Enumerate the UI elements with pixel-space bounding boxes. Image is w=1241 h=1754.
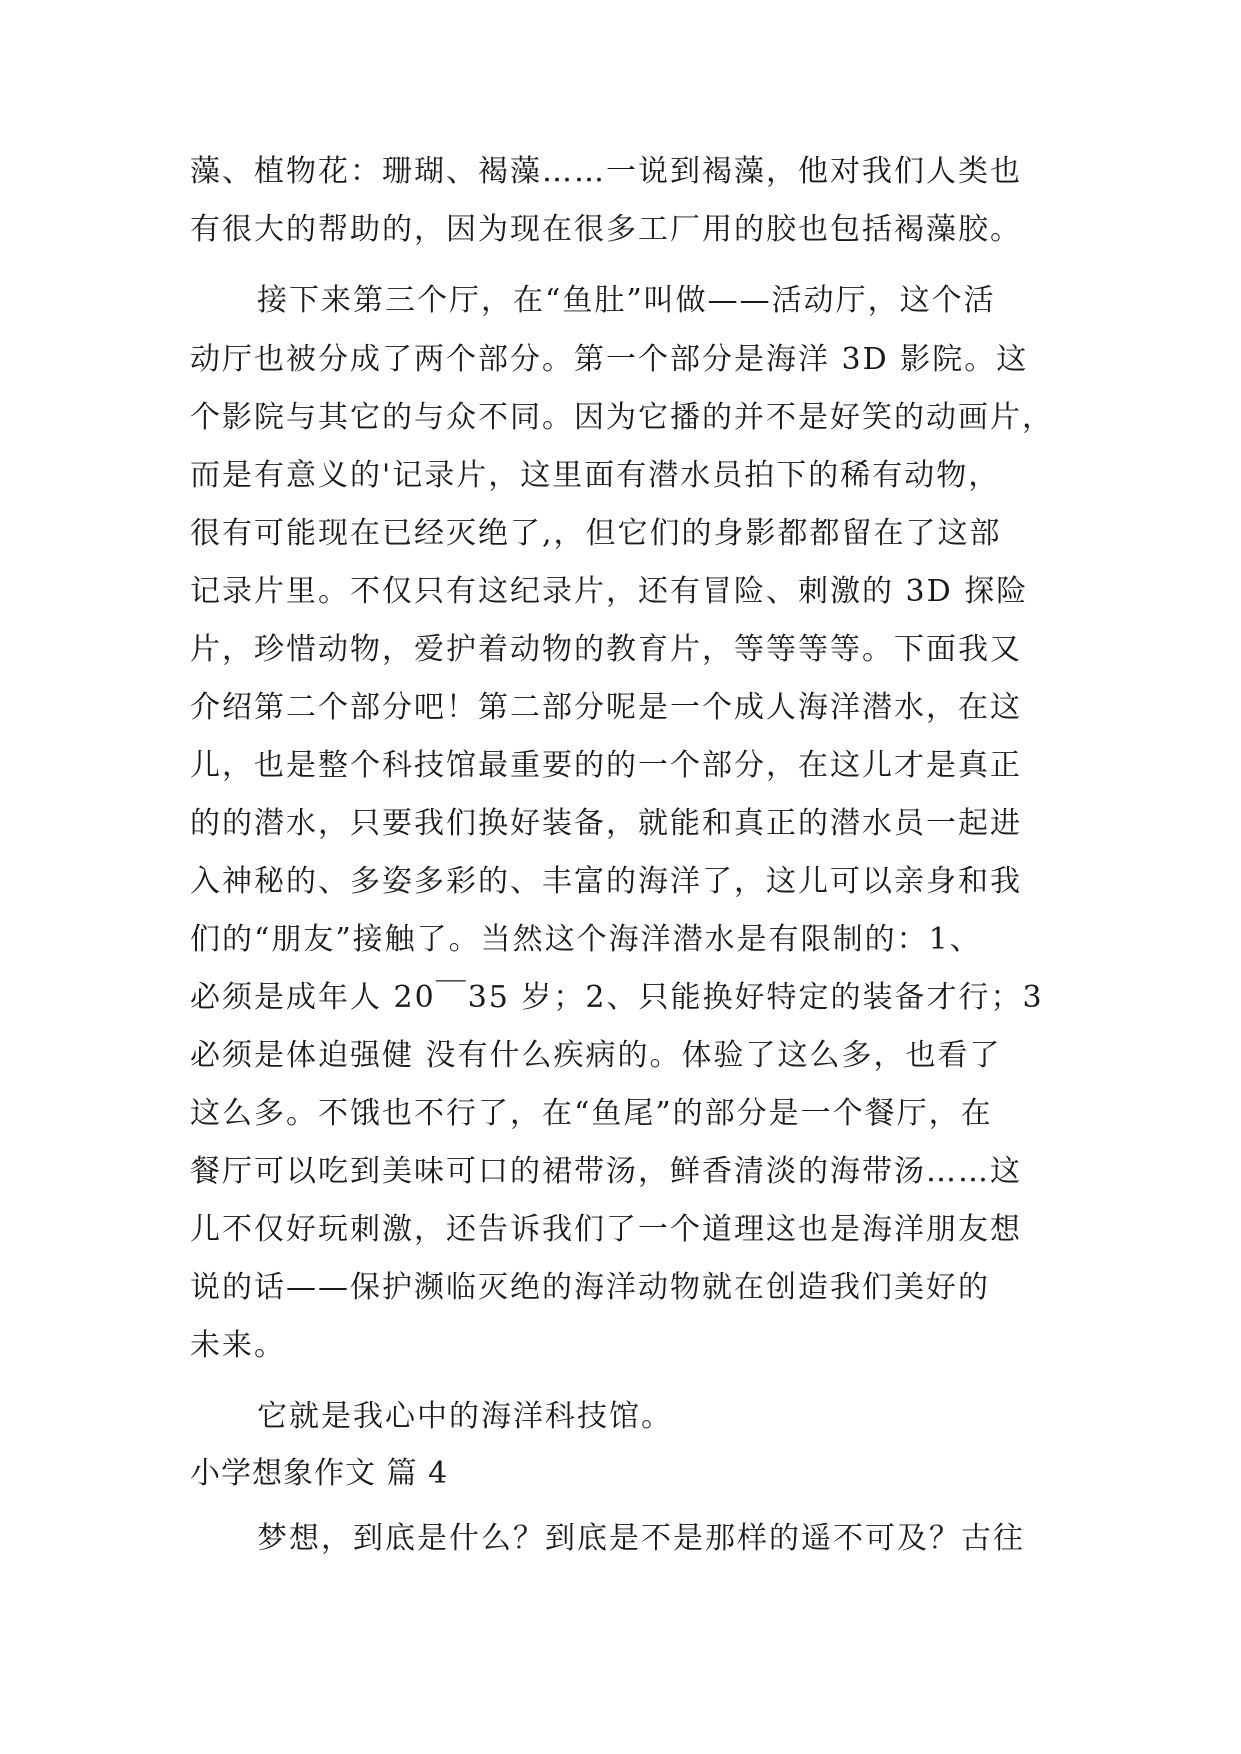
paragraph-line: 未来。 — [190, 1328, 286, 1363]
paragraph-line: 而是有意义的'记录片，这里面有潜水员拍下的稀有动物， — [190, 458, 1001, 493]
section-heading: 小学想象作文 篇 4 — [190, 1456, 449, 1491]
paragraph-line: 儿，也是整个科技馆最重要的的一个部分，在这儿才是真正 — [190, 748, 1022, 783]
paragraph-line: 儿不仅好玩刺激，还告诉我们了一个道理这也是海洋朋友想 — [190, 1212, 1022, 1247]
paragraph-line: 这么多。不饿也不行了，在“鱼尾”的部分是一个餐厅，在 — [190, 1096, 993, 1131]
paragraph-line: 说的话——保护濒临灭绝的海洋动物就在创造我们美好的 — [190, 1270, 990, 1305]
paragraph-line: 的的潜水，只要我们换好装备，就能和真正的潜水员一起进 — [190, 806, 1022, 841]
paragraph-line: 动厅也被分成了两个部分。第一个部分是海洋 3D 影院。这 — [190, 342, 1029, 377]
paragraph-line: 片，珍惜动物，爱护着动物的教育片，等等等等。下面我又 — [190, 632, 1022, 667]
paragraph-line: 必须是成年人 20￣35 岁；2、只能换好特定的装备才行；3 — [190, 980, 1044, 1015]
paragraph-line: 个影院与其它的与众不同。因为它播的并不是好笑的动画片， — [190, 400, 1054, 435]
paragraph-line: 藻、植物花：珊瑚、褐藻……一说到褐藻，他对我们人类也 — [190, 154, 1022, 189]
paragraph-line: 记录片里。不仅只有这纪录片，还有冒险、刺激的 3D 探险 — [190, 574, 1029, 609]
paragraph-line: 介绍第二个部分吧！第二部分呢是一个成人海洋潜水，在这 — [190, 690, 1022, 725]
paragraph-line: 们的“朋友”接触了。当然这个海洋潜水是有限制的：1、 — [190, 922, 982, 957]
paragraph-line: 接下来第三个厅，在“鱼肚”叫做——活动厅，这个活 — [257, 283, 996, 318]
paragraph-line: 入神秘的、多姿多彩的、丰富的海洋了，这儿可以亲身和我 — [190, 864, 1022, 899]
paragraph-line: 餐厅可以吃到美味可口的裙带汤，鲜香清淡的海带汤……这 — [190, 1154, 1022, 1189]
paragraph-line: 梦想，到底是什么？到底是不是那样的遥不可及？古往 — [257, 1521, 1025, 1556]
paragraph-line: 有很大的帮助的，因为现在很多工厂用的胶也包括褐藻胶。 — [190, 212, 1022, 247]
paragraph-line: 必须是体迫强健 没有什么疾病的。体验了这么多，也看了 — [190, 1038, 1002, 1073]
paragraph-line: 很有可能现在已经灭绝了,，但它们的身影都都留在了这部 — [190, 516, 1002, 551]
paragraph-line: 它就是我心中的海洋科技馆。 — [257, 1399, 673, 1434]
